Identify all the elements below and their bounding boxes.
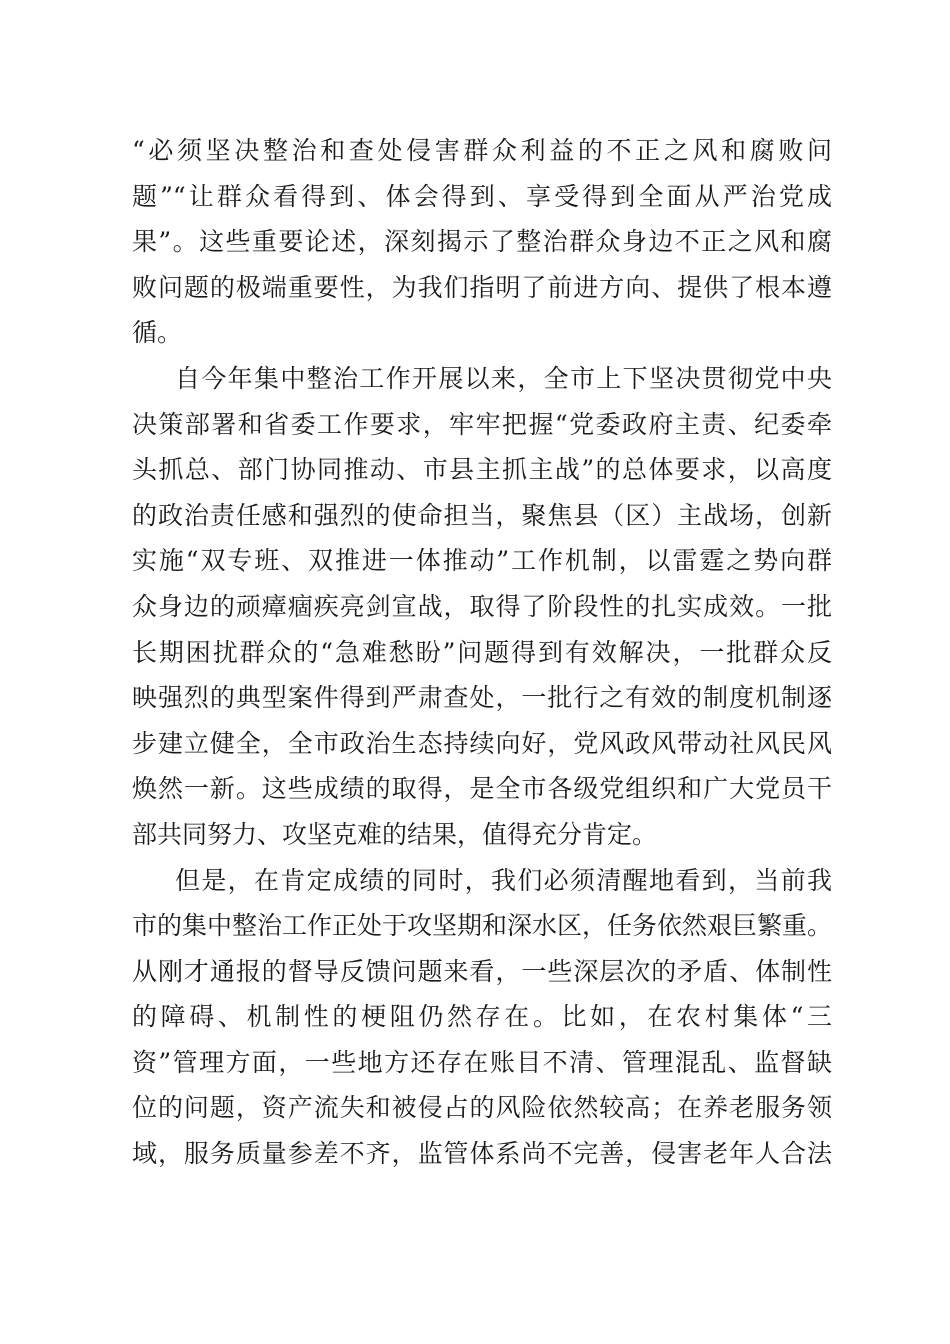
paragraph-1-line-5: 循。	[132, 318, 183, 348]
paragraph-1-line-4: 败问题的极端重要性，为我们指明了前进方向、提供了根本遵	[132, 272, 832, 302]
paragraph-3-line-1: 但是，在肯定成绩的同时，我们必须清醒地看到，当前我	[175, 865, 832, 895]
paragraph-3-line-5: 资”管理方面，一些地方还存在账目不清、管理混乱、监督缺	[132, 1047, 832, 1077]
paragraph-1-line-2: 题”“让群众看得到、体会得到、享受得到全面从严治党成	[132, 181, 832, 211]
paragraph-1-line-3: 果”。这些重要论述，深刻揭示了整治群众身边不正之风和腐	[132, 227, 832, 257]
paragraph-2-line-9: 步建立健全，全市政治生态持续向好，党风政风带动社风民风	[132, 728, 832, 758]
paragraph-3-line-2: 市的集中整治工作正处于攻坚期和深水区，任务依然艰巨繁重。	[132, 911, 833, 941]
paragraph-2-line-11: 部共同努力、攻坚克难的结果，值得充分肯定。	[132, 819, 658, 849]
paragraph-2-line-7: 长期困扰群众的“急难愁盼”问题得到有效解决，一批群众反	[132, 637, 832, 667]
paragraph-2-line-3: 头抓总、部门协同推动、市县主抓主战”的总体要求，以高度	[132, 455, 832, 485]
document-body	[132, 128, 832, 1177]
paragraph-3-line-4: 的障碍、机制性的梗阻仍然存在。比如，在农村集体“三	[132, 1002, 832, 1032]
paragraph-2-line-4: 的政治责任感和强烈的使命担当，聚焦县（区）主战场，创新	[132, 500, 832, 530]
paragraph-2-line-10: 焕然一新。这些成绩的取得，是全市各级党组织和广大党员干	[132, 774, 832, 804]
paragraph-2-line-1: 自今年集中整治工作开展以来，全市上下坚决贯彻党中央	[175, 363, 832, 393]
paragraph-2-line-6: 众身边的顽瘴痼疾亮剑宣战，取得了阶段性的扎实成效。一批	[132, 591, 832, 621]
paragraph-1-line-1: “必须坚决整治和查处侵害群众利益的不正之风和腐败问	[132, 136, 832, 165]
paragraph-3-line-7: 域，服务质量参差不齐，监管体系尚不完善，侵害老年人合法	[132, 1139, 832, 1169]
paragraph-3-line-6: 位的问题，资产流失和被侵占的风险依然较高；在养老服务领	[132, 1093, 832, 1123]
paragraph-2-line-5: 实施“双专班、双推进一体推动”工作机制，以雷霆之势向群	[132, 546, 832, 576]
paragraph-2-line-8: 映强烈的典型案件得到严肃查处，一批行之有效的制度机制逐	[132, 683, 832, 713]
paragraph-3-line-3: 从刚才通报的督导反馈问题来看，一些深层次的矛盾、体制性	[132, 956, 832, 986]
paragraph-2-line-2: 决策部署和省委工作要求，牢牢把握“党委政府主责、纪委牵	[132, 409, 832, 439]
